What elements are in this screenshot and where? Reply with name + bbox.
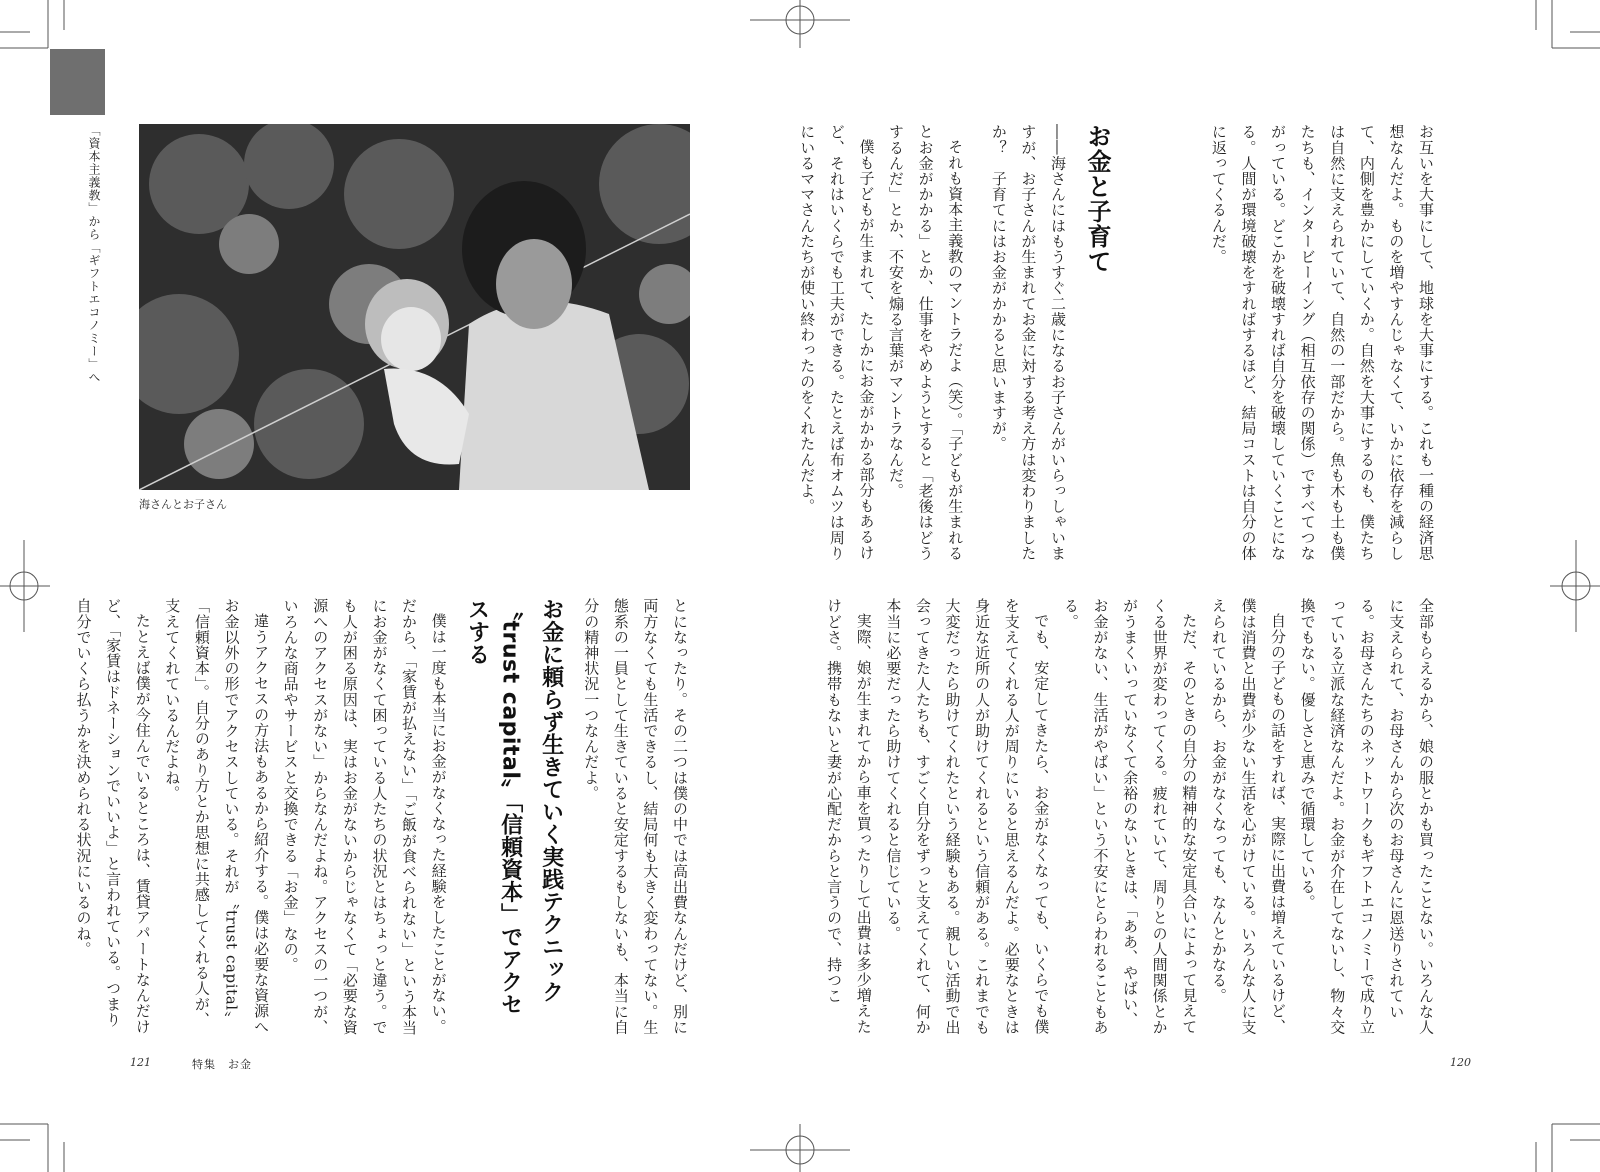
left-bottom-text [74,598,694,1038]
paragraph: 僕は一度も本当にお金がなくなった経験をしたことがない。だから、「家賃が払えない」「ご飯が食べられない」という本当にお金がなくて困っている人たちの状況とはちょっと違う。でも人が困る原因は、実はお金がないからじゃなくて「必要な資源へのアクセスがない」からなんだよね。アクセスの一つが、いろんな商品やサービスと交換できる「お金」なの。 [281,598,448,1036]
right-bottom-text [825,598,1440,1038]
right-mid-text [798,124,1122,574]
right-top-text [1140,124,1440,574]
page-number-left: 121 [130,1056,151,1069]
paragraph: 全部もらえるから、娘の服とかも買ったことない。いろんな人に支えられて、お母さんから次のお母さんに恩送りされている。お母さんたちのネットワークもギフトエコノミーで成り立っている立派な経済なんだよ。お金が介在してないし、物々交換でもない。優しさと恵みで循環している。 [1298,598,1435,1035]
photo [139,124,690,490]
section-label: 特集 お金 [192,1058,252,1071]
section-heading: お金と子育て [1083,124,1111,274]
page-number-right: 120 [1450,1056,1471,1069]
paragraph: とになったり。その二つは僕の中では高出費なんだけど、別に両方なくても生活できるし、結局何も大きく変わってない。生態系の一員として生きていると安定するもしないも、本当に自分の精神状況一つなんだよ。 [582,598,689,1035]
paragraph: 違うアクセスの方法もあるから紹介する。僕は必要な資源へお金以外の形でアクセスしている。それが〝trust capital〟「信頼資本」。自分のあり方とか思想に共感してくれる人が、支えてくれているんだよね。 [163,598,271,1035]
paragraph: ただ、そのときの自分の精神的な安定具合いによって見えてくる世界が変わってくる。疲れていて、周りとの人間関係とかがうまくいっていなくて余裕のないときは、「ああ、やばい、お金がない、生活がやばい」という不安にとらわれることもある。 [1061,598,1199,1035]
paragraph: 僕も子どもが生まれて、たしかにお金がかかる部分もあるけど、それはいくらでも工夫ができる。たとえば布オムツは周りにいるママさんたちが使い終わったのをくれたんだよ。 [798,124,876,561]
running-head: 「資本主義教」から「ギフトエコノミー」へ [87,124,101,384]
paragraph: お互いを大事にして、地球を大事にする。これも一種の経済思想なんだよ。ものを増やすんじゃなくて、いかに依存を減らして、内側を豊かにしていくか。自然を大事にするのも、僕たちは自然に支えられていて、自然の一部だから。魚も木も土も僕たちも、インタービーイング（相互依存の関係）ですべてつながっている。どこかを破壊すれば自分を破壊していくことになる。人間が環境破壊をすればするほど、結局コストは自分の体に返ってくるんだ。 [1209,124,1435,561]
paragraph: 自分の子どもの話をすれば、実際に出費は増えているけど、僕は消費と出費が少ない生活を心がけている。いろんな人に支えられているから、お金がなくなっても、なんとかなる。 [1209,598,1288,1035]
section-heading-line-2: 〝trust capital〟「信頼資本」でアクセスする [464,598,523,1016]
paragraph: それも資本主義教のマントラだよ（笑）。「子どもが生まれるとお金がかかる」とか、仕事をやめようとすると「老後はどうするんだ」とか、不安を煽る言葉がマントラなんだ。 [887,124,965,561]
section-tab [50,49,105,115]
photo-caption: 海さんとお子さん [139,498,227,511]
interview-question: ――海さんにはもうすぐ二歳になるお子さんがいらっしゃいますが、お子さんが生まれてお金に対する考え方は変わりましたか？ 子育てにはお金がかかると思いますが。 [989,124,1067,561]
section-heading-line-1: お金に頼らず生きていく実践テクニック [538,598,564,1003]
paragraph: たとえば僕が今住んでいるところは、賃貸アパートなんだけど、「家賃はドネーションでいいよ」と言われている。つまり自分でいくら払うかを決められる状況にいるのね。 [74,598,152,1035]
photo-illustration [139,124,690,490]
paragraph: 実際、娘が生まれてから車を買ったりして出費は多少増えたけどさ。携帯もないと妻が心配だからと言うので、持つこ [825,598,873,1035]
paragraph: でも、安定してきたら、お金がなくなっても、いくらでも僕を支えてくれる人が周りにいると思えるんだよ。必要なときは身近な近所の人が助けてくれるという信頼がある。これまでも大変だったら助けてくれたという経験もある。親しい活動で出会ってきた人たちも、すごく自分をずっと支えてくれて、何か本当に必要だったら助けてくれると信じている。 [884,598,1051,1035]
